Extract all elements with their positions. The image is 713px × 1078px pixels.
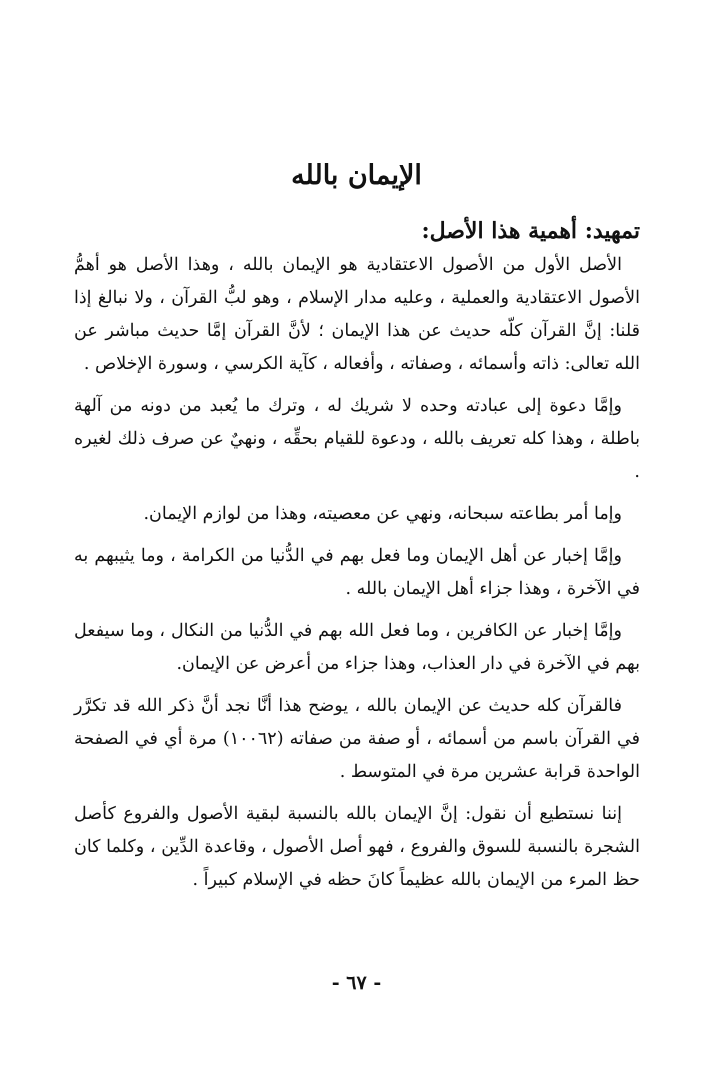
paragraph: إننا نستطيع أن نقول: إنَّ الإيمان بالله بالنسبة لبقية الأصول والفروع كأصل الشجرة بالنسبة للسوق والفروع ، فهو أصل الأصول ، وقاعدة الدِّين ، وكلما كان حظ المرء من الإيمان بالله عظيماً كانَ حظه في الإسلام كبيراً . (74, 804, 640, 890)
page-number: - ٦٧ - (331, 972, 382, 994)
page-title: الإيمان بالله (291, 160, 422, 191)
paragraph: فالقرآن كله حديث عن الإيمان بالله ، يوضح هذا أنَّا نجد أنَّ ذكر الله قد تكرَّر في القرآن باسم من أسمائه ، أو صفة من صفاته (١٠٠٦٢) مرة أي في الصفحة الواحدة قرابة عشرين مرة في المتوسط . (74, 696, 640, 782)
paragraph: وإما أمر بطاعته سبحانه، ونهي عن معصيته، وهذا من لوازم الإيمان. (143, 504, 622, 524)
paragraph: وإمَّا إخبار عن أهل الإيمان وما فعل بهم في الدُّنيا من الكرامة ، وما يثيبهم به في الآخرة ، وهذا جزاء أهل الإيمان بالله . (74, 546, 640, 599)
paragraph: الأصل الأول من الأصول الاعتقادية هو الإيمان بالله ، وهذا الأصل هو أهمُّ الأصول الاعتقادية والعملية ، وعليه مدار الإسلام ، وهو لبُّ القرآن ، ولا نبالغ إذا قلنا: إنَّ القرآن كلّه حديث عن هذا الإيمان ؛ لأنَّ القرآن إمَّا حديث مباشر عن الله تعالى: ذاته وأسمائه ، وصفاته ، وأفعاله ، كآية الكرسي ، وسورة الإخلاص . (74, 255, 640, 374)
document-body (74, 214, 640, 906)
intro-heading: تمهيد: أهمية هذا الأصل: (421, 218, 640, 244)
paragraph: وإمَّا دعوة إلى عبادته وحده لا شريك له ، وترك ما يُعبد من دونه من آلهة باطلة ، وهذا كله تعريف بالله ، ودعوة للقيام بحقِّه ، ونهيٌ عن صرف ذلك لغيره . (74, 396, 640, 482)
paragraph: وإمَّا إخبار عن الكافرين ، وما فعل الله بهم في الدُّنيا من النكال ، وما سيفعل بهم في الآخرة في دار العذاب، وهذا جزاء من أعرض عن الإيمان. (74, 621, 640, 674)
